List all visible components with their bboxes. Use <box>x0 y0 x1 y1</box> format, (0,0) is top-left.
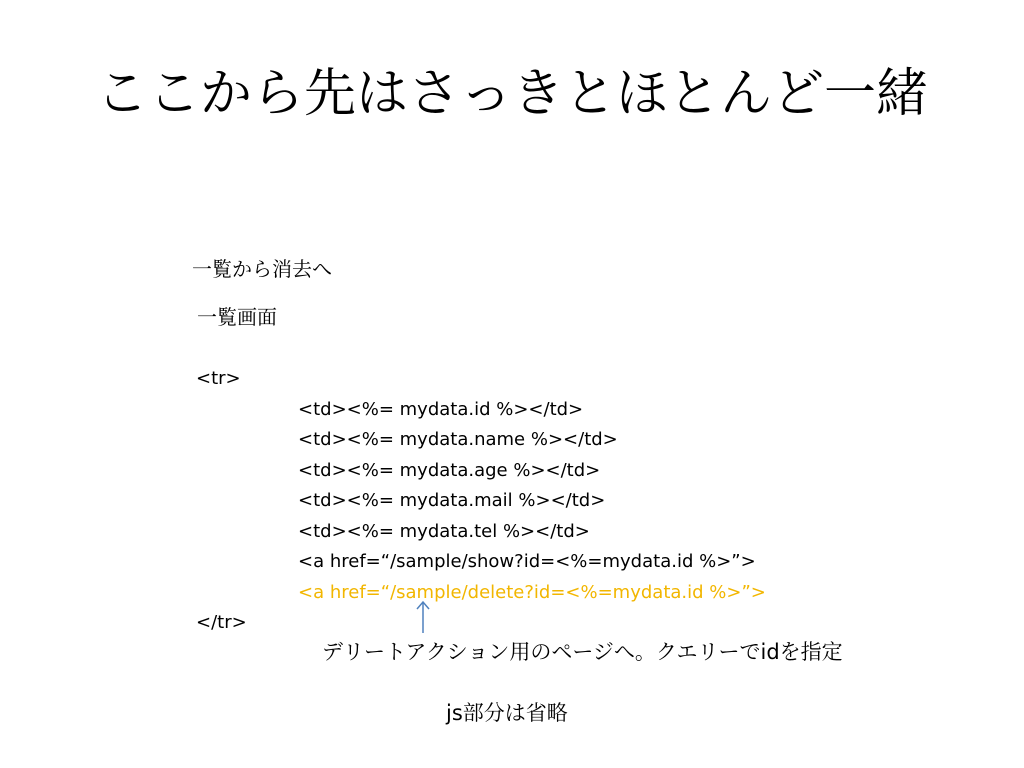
delete-action-note: デリートアクション用のページへ。クエリーでidを指定 <box>322 640 843 664</box>
code-line-td-name: <td><%= mydata.name %></td> <box>298 429 618 450</box>
code-line-show-link: <a href=“/sample/show?id=<%=mydata.id %>”> <box>298 551 756 572</box>
up-arrow-icon <box>414 600 432 634</box>
code-line-delete-link: <a href=“/sample/delete?id=<%=mydata.id %>”> <box>298 581 766 603</box>
code-line-td-age: <td><%= mydata.age %></td> <box>298 459 601 481</box>
slide-title: ここから先はさっきとほとんど一緒 <box>95 64 928 124</box>
code-line-td-id: <td><%= mydata.id %></td> <box>298 398 584 420</box>
code-line-td-tel: <td><%= mydata.tel %></td> <box>298 520 590 542</box>
subheading-delete-from-list: 一覧から消去へ <box>192 257 332 281</box>
subheading-list-screen: 一覧画面 <box>197 305 277 329</box>
code-line-tr-close: </tr> <box>196 612 247 633</box>
code-line-td-mail: <td><%= mydata.mail %></td> <box>298 490 606 511</box>
code-block <box>196 364 766 639</box>
code-line-tr-open: <tr> <box>196 368 241 389</box>
js-omitted-note: js部分は省略 <box>446 701 568 725</box>
